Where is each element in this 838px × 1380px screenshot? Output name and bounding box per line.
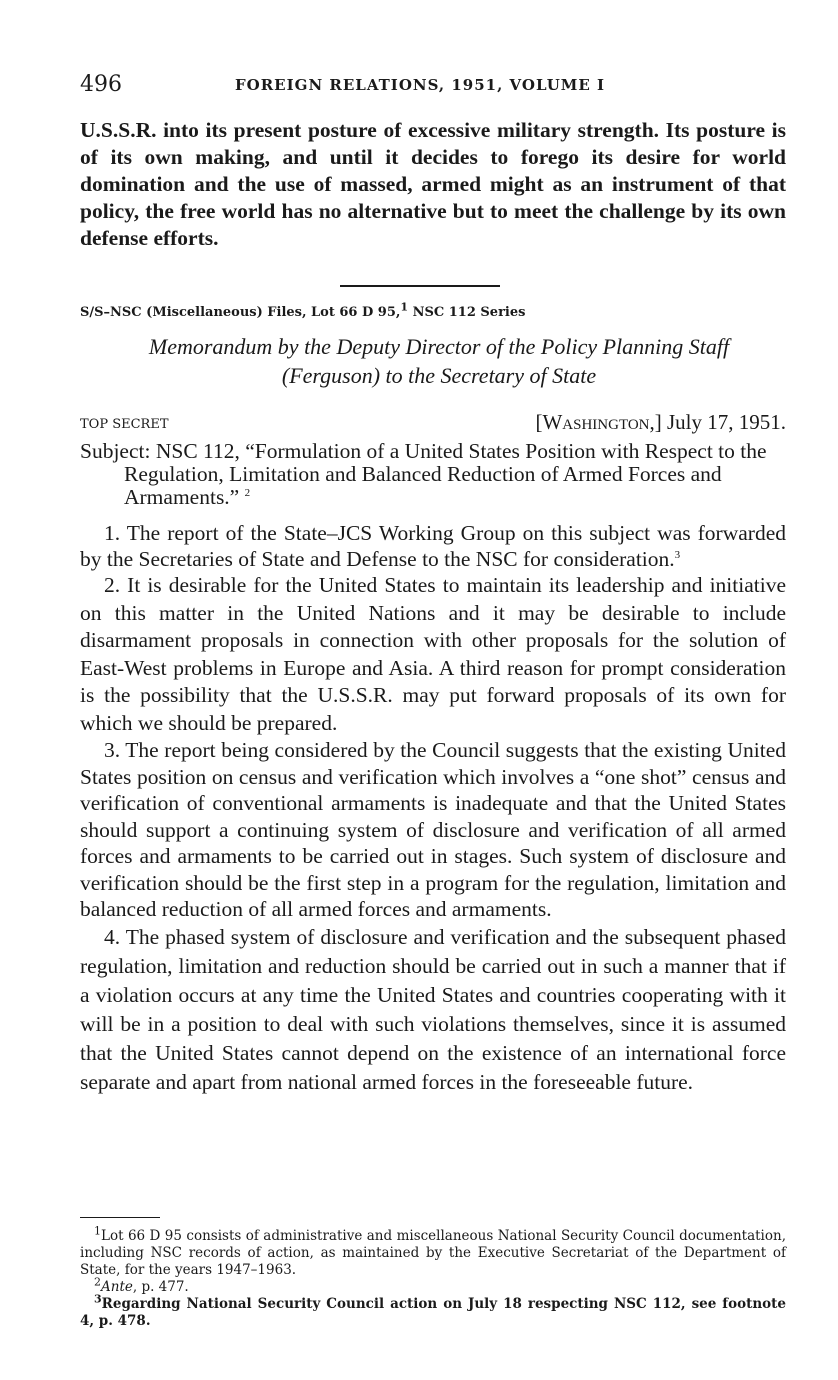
footnote-ante: Ante <box>101 1279 133 1295</box>
footnote-3 <box>80 1292 786 1330</box>
dateline-place: Washington, <box>542 410 655 434</box>
document-title-line-1: Memorandum by the Deputy Director of the Policy Planning Staff <box>148 334 730 359</box>
section-divider <box>340 285 500 287</box>
continuation-paragraph: U.S.S.R. into its present posture of excessive military strength. Its posture is of its own making, and until it decides to forego its desire for world domination and the use of massed, armed might as an instrument of that policy, the free world has no alternative but to meet the challenge by its own defense efforts. <box>80 118 786 250</box>
dateline <box>535 410 786 435</box>
source-citation-series: NSC 112 Series <box>408 305 526 320</box>
paragraph-3: 3. The report being considered by the Council suggests that the existing United States position on census and verification which involves a “one shot” census and verification of conventional armaments is inadequate and that the United States should support a continuing system of disclosure and verification of all armed forces and armaments to be carried out in stages. Such system of disclosure and verification should be the first step in a program for the regulation, limitation and balanced reduction of all armed forces and armaments. <box>80 738 786 921</box>
subject-text: Subject: NSC 112, “Formulation of a United States Position with Respect to the Regulation, Limitation and Balanced Reduction of Armed Forces and Armaments.” <box>80 439 767 509</box>
footnote-text: Regarding National Security Council action on July 18 respecting NSC 112, see footnote 4, p. 478. <box>80 1296 786 1329</box>
footnote-marker: 2 <box>94 1275 101 1289</box>
paragraph-1 <box>80 520 786 572</box>
paragraph-2: 2. It is desirable for the United States to maintain its leadership and initiative on this matter in the United Nations and it may be desirable to include disarmament proposals in connection with other proposals for the solution of East-West problems in Europe and Asia. A third reason for prompt consideration is the possibility that the U.S.S.R. may put forward proposals of its own for which we should be prepared. <box>80 573 786 735</box>
document-title <box>80 332 798 390</box>
paragraph-1-text: 1. The report of the State–JCS Working Group on this subject was forwarded by the Secretaries of State and Defense to the NSC for consideration. <box>80 521 786 571</box>
document-title-line-2: (Ferguson) to the Secretary of State <box>281 363 597 388</box>
page-number: 496 <box>80 72 122 97</box>
subject-line <box>80 440 786 509</box>
footnotes <box>80 1224 786 1330</box>
footnote-text: , p. 477. <box>132 1279 189 1295</box>
footnote-1 <box>80 1224 786 1279</box>
source-citation <box>80 300 526 320</box>
footnote-ref-3[interactable]: 3 <box>674 548 681 561</box>
footnote-ref-2[interactable]: 2 <box>244 486 251 499</box>
footnote-divider <box>80 1217 160 1218</box>
footnote-marker: 1 <box>94 1224 101 1238</box>
classification-label: TOP SECRET <box>80 417 169 432</box>
page-header <box>80 72 786 102</box>
running-head: FOREIGN RELATIONS, 1951, VOLUME I <box>235 76 606 94</box>
footnote-text: Lot 66 D 95 consists of administrative and miscellaneous National Security Council documentation, including NSC records of action, as maintained by the Executive Secretariat of the Department of State, for the years 1947–1963. <box>80 1228 786 1278</box>
source-citation-text: S/S–NSC (Miscellaneous) Files, Lot 66 D 95, <box>80 305 401 320</box>
memo-body <box>80 520 786 1097</box>
footnote-ref-1[interactable]: 1 <box>400 300 409 314</box>
footnote-marker: 3 <box>94 1292 102 1306</box>
dateline-open: [ <box>535 410 543 434</box>
footnote-2 <box>80 1275 786 1296</box>
dateline-date: ] July 17, 1951. <box>654 410 786 434</box>
paragraph-4: 4. The phased system of disclosure and verification and the subsequent phased regulation, limitation and reduction should be carried out in such a manner that if a violation occurs at any time the United States and countries cooperating with it will be in a position to deal with such violations themselves, since it is assumed that the United States cannot depend on the existence of an international force separate and apart from national armed forces in the foreseeable future. <box>80 924 786 1094</box>
